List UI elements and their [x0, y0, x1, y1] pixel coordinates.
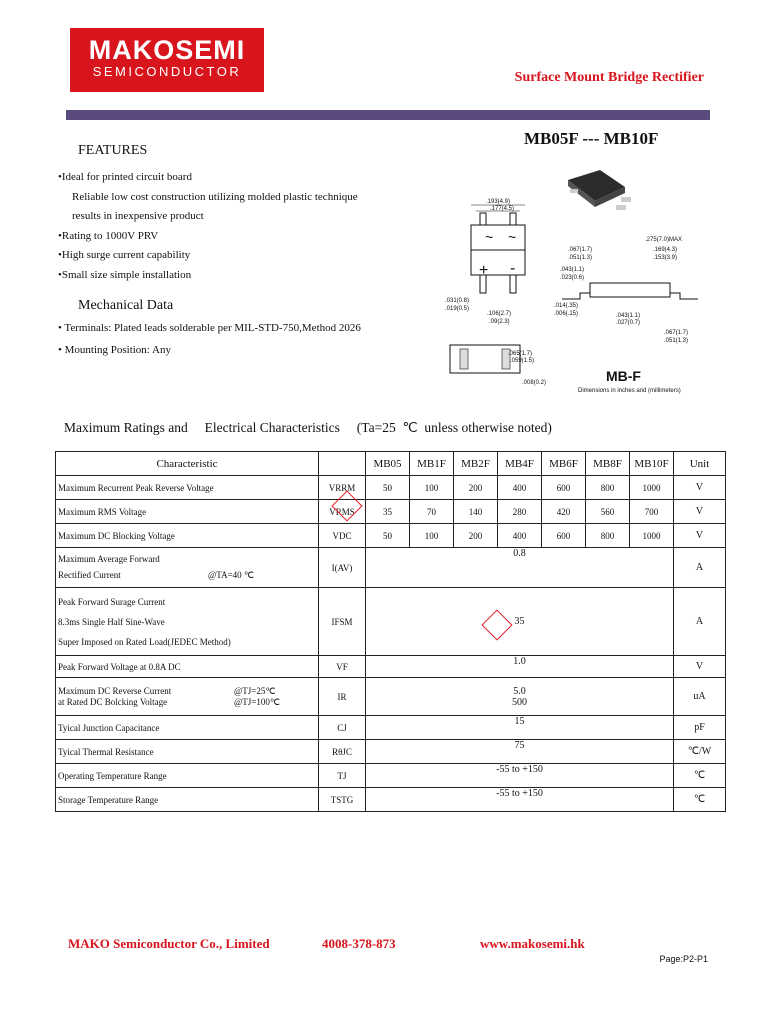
feature-item: Reliable low cost construction utilizing molded plastic technique — [72, 191, 358, 203]
dim-label: .059(1.5) — [510, 358, 535, 364]
value-line: 5.0 — [513, 685, 526, 697]
table-row — [56, 476, 726, 500]
param-name: Tyical Junction Capacitance — [56, 716, 319, 740]
table-header-row — [56, 452, 726, 476]
param-symbol: CJ — [319, 716, 366, 740]
param-symbol: VRMS — [319, 500, 366, 524]
dim-label: .106(2.7) — [487, 311, 512, 317]
table-row — [56, 764, 726, 788]
value-cell: 50 — [366, 476, 410, 500]
logo-tagline: SEMICONDUCTOR — [92, 64, 242, 79]
value-cell: 600 — [542, 476, 586, 500]
unit-cell: V — [674, 476, 726, 500]
col-header: MB6F — [542, 452, 586, 476]
value-cell: 200 — [454, 524, 498, 548]
footer-phone: 4008-378-873 — [322, 936, 396, 951]
package-name: MB-F — [606, 368, 641, 384]
col-header: MB2F — [454, 452, 498, 476]
param-name: Maximum Recurrent Peak Reverse Voltage — [56, 476, 319, 500]
value-cell: 100 — [410, 476, 454, 500]
param-name: Storage Temperature Range — [56, 788, 319, 812]
table-row — [56, 788, 726, 812]
mechanical-item: • Mounting Position: Any — [58, 344, 171, 356]
feature-item: results in inexpensive product — [72, 210, 204, 222]
param-symbol: VF — [319, 656, 366, 678]
dim-label: .051(1.3) — [664, 338, 689, 344]
header-divider — [66, 110, 710, 120]
param-name: Tyical Thermal Resistance — [56, 740, 319, 764]
dim-label: .023(0.6) — [560, 275, 585, 281]
col-header: MB4F — [498, 452, 542, 476]
dim-label: .008(0.2) — [522, 380, 547, 386]
value-cell: 70 — [410, 500, 454, 524]
unit-cell: ℃ — [674, 764, 726, 788]
footer-website-link[interactable]: www.makosemi.hk — [480, 936, 585, 951]
dim-label: .027(0.7) — [616, 320, 641, 326]
param-name-line: Maximum Average Forward — [58, 554, 160, 564]
value-cell: 35 — [366, 500, 410, 524]
param-symbol: IFSM — [319, 588, 366, 656]
param-name-line: Super Imposed on Rated Load(JEDEC Method) — [58, 636, 231, 647]
plus-symbol: + — [479, 262, 489, 279]
package-dimension-drawing — [440, 165, 710, 390]
dim-label: .051(1.3) — [568, 255, 593, 261]
merged-value-cell: 1.0 — [366, 656, 674, 678]
param-name-line: 8.3ms Single Half Sine-Wave — [58, 616, 165, 627]
unit-cell: ℃/W — [674, 740, 726, 764]
merged-value-cell: 15 — [366, 716, 674, 740]
unit-cell: A — [674, 548, 726, 588]
merged-value-cell: -55 to +150 — [366, 764, 674, 788]
minus-symbol: - — [510, 260, 516, 277]
param-name: Peak Forward Voltage at 0.8A DC — [56, 656, 319, 678]
logo-name: MAKOSEMI — [88, 35, 246, 65]
dim-label: .031(0.8) — [445, 298, 470, 304]
part-number-title: MB05F --- MB10F — [524, 129, 659, 148]
param-name: Maximum DC Blocking Voltage — [56, 524, 319, 548]
col-header: MB8F — [586, 452, 630, 476]
document-subtitle: Surface Mount Bridge Rectifier — [514, 70, 704, 85]
value-cell: 280 — [498, 500, 542, 524]
value-cell: 420 — [542, 500, 586, 524]
param-condition: @TJ=100℃ — [234, 696, 280, 707]
dim-label: .019(0.5) — [445, 306, 470, 312]
table-row — [56, 740, 726, 764]
merged-value-cell: -55 to +150 — [366, 788, 674, 812]
param-symbol: RθJC — [319, 740, 366, 764]
dimension-note: Dimensions in inches and (millimeters) — [578, 388, 681, 394]
col-header: MB05 — [366, 452, 410, 476]
value-cell: 1000 — [630, 476, 674, 500]
feature-item: •Ideal for printed circuit board — [58, 171, 192, 183]
param-name: Operating Temperature Range — [56, 764, 319, 788]
param-condition: @TA=40 ℃ — [208, 570, 254, 580]
ac-symbol: ~ — [485, 229, 494, 245]
value-line: 500 — [512, 696, 527, 708]
param-name — [56, 548, 319, 588]
col-header: MB10F — [630, 452, 674, 476]
value-cell: 400 — [498, 524, 542, 548]
value-cell: 600 — [542, 524, 586, 548]
company-logo — [70, 28, 264, 92]
param-symbol: I(AV) — [319, 548, 366, 588]
param-name-line: Maximum DC Reverse Current — [58, 685, 172, 696]
features-heading: FEATURES — [78, 143, 148, 158]
mechanical-item: • Terminals: Plated leads solderable per MIL-STD-750,Method 2026 — [58, 322, 361, 334]
param-condition: @TJ=25℃ — [234, 685, 276, 696]
dim-label: .067(1.7) — [664, 330, 689, 336]
unit-cell: V — [674, 500, 726, 524]
dim-label: .067(1.7) — [568, 247, 593, 253]
table-row — [56, 678, 726, 716]
value-cell: 800 — [586, 476, 630, 500]
value-cell: 140 — [454, 500, 498, 524]
param-symbol: IR — [319, 678, 366, 716]
value-cell: 200 — [454, 476, 498, 500]
unit-cell: V — [674, 524, 726, 548]
col-header: Unit — [674, 452, 726, 476]
table-row — [56, 588, 726, 656]
value-cell: 560 — [586, 500, 630, 524]
col-header: Characteristic — [56, 452, 319, 476]
param-name — [56, 588, 319, 656]
value-cell: 50 — [366, 524, 410, 548]
param-symbol: TSTG — [319, 788, 366, 812]
dim-label: .065(1.7) — [508, 351, 533, 357]
page-number: Page:P2-P1 — [659, 954, 708, 964]
dim-label: .006(.15) — [554, 311, 579, 317]
param-name-line: Rectified Current — [58, 570, 121, 580]
feature-item: •High surge current capability — [58, 249, 191, 261]
feature-item: •Small size simple installation — [58, 269, 192, 281]
table-row — [56, 716, 726, 740]
param-symbol: VRRM — [319, 476, 366, 500]
table-row — [56, 500, 726, 524]
merged-value-cell: 35 — [366, 588, 674, 656]
section-title: Maximum Ratings and Electrical Characteristics (Ta=25 ℃ unless otherwise noted) — [64, 420, 552, 435]
value-cell: 800 — [586, 524, 630, 548]
dim-label: .153(3.9) — [653, 255, 678, 261]
merged-value-cell — [366, 678, 674, 716]
unit-cell: ℃ — [674, 788, 726, 812]
col-header — [319, 452, 366, 476]
param-symbol: TJ — [319, 764, 366, 788]
merged-value-cell: 0.8 — [366, 548, 674, 588]
value-cell: 1000 — [630, 524, 674, 548]
merged-value-cell: 75 — [366, 740, 674, 764]
ratings-table — [55, 451, 726, 812]
dim-label: .193(4.9) — [486, 199, 511, 205]
dim-label: .043(1.1) — [560, 267, 585, 273]
dim-label: .09(2.3) — [489, 319, 510, 325]
value-cell: 400 — [498, 476, 542, 500]
table-row — [56, 524, 726, 548]
ac-symbol: ~ — [508, 229, 517, 245]
unit-cell: V — [674, 656, 726, 678]
param-name-line: Peak Forward Surage Current — [58, 596, 166, 607]
value-cell: 100 — [410, 524, 454, 548]
param-name — [56, 678, 319, 716]
mechanical-heading: Mechanical Data — [78, 298, 174, 313]
param-name-line: at Rated DC Bolcking Voltage — [58, 696, 168, 707]
feature-item: •Rating to 1000V PRV — [58, 230, 159, 242]
dim-label: .169(4.3) — [653, 247, 678, 253]
param-symbol: VDC — [319, 524, 366, 548]
param-name: Maximum RMS Voltage — [56, 500, 319, 524]
dim-label: .177(4.5) — [490, 206, 515, 212]
dim-label: .275(7.0)MAX — [645, 237, 683, 243]
col-header: MB1F — [410, 452, 454, 476]
dim-label: .014(.35) — [554, 303, 579, 309]
unit-cell: pF — [674, 716, 726, 740]
unit-cell: uA — [674, 678, 726, 716]
table-row — [56, 656, 726, 678]
unit-cell: A — [674, 588, 726, 656]
table-row — [56, 548, 726, 588]
value-cell: 700 — [630, 500, 674, 524]
dim-label: .043(1.1) — [616, 313, 641, 319]
footer-company: MAKO Semiconductor Co., Limited — [68, 936, 270, 951]
